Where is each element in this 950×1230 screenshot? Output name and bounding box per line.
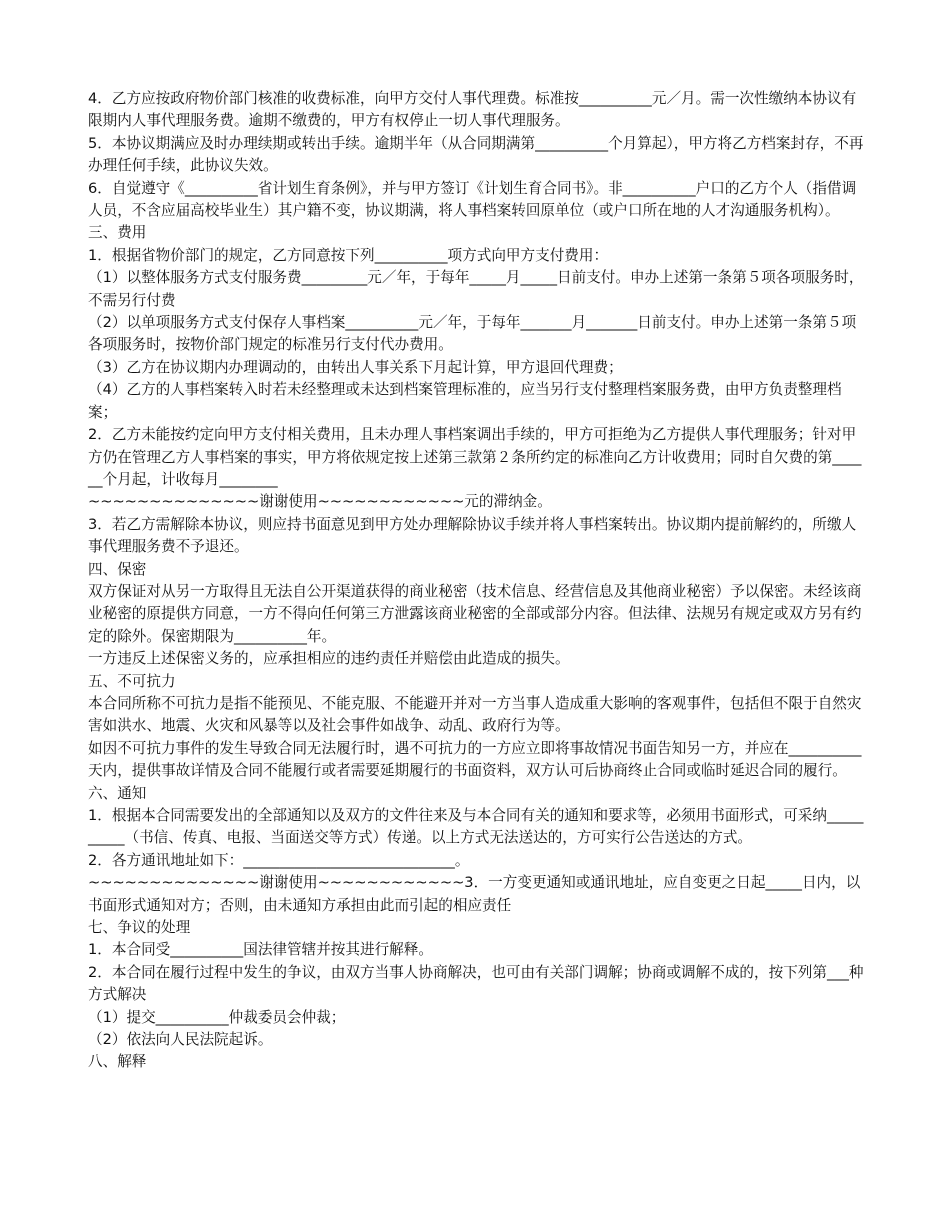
section-heading-interpretation: 八、解释 — [88, 1053, 147, 1071]
section-heading-notice: 六、通知 — [88, 784, 147, 802]
section-heading-force-majeure: 五、不可抗力 — [88, 672, 176, 690]
clause-4-fee: 4．乙方应按政府物价部门核准的收费标准，向甲方交付人事代理费。标准按__________元／月。需一次性缴纳本协议有限期内人事代理服务费。逾期不缴费的，甲方有权停止一切人事代理服务。 — [88, 90, 857, 130]
confidentiality-paragraph-1: 双方保证对从另一方取得且无法自公开渠道获得的商业秘密（技术信息、经营信息及其他商业秘密）予以保密。未经该商业秘密的原提供方同意，一方不得向任何第三方泄露该商业秘密的全部或部分内容。但法律、法规另有规定或双方另有约定的除外。保密期限为__________年。 — [88, 582, 862, 645]
section-heading-disputes: 七、争议的处理 — [88, 919, 191, 937]
clause-6-family-planning: 6．自觉遵守《__________省计划生育条例》，并与甲方签订《计划生育合同书》。非__________户口的乙方个人（指借调人员，不含应届高校毕业生）其户籍不变，协议期满，将人事档案转回原单位（或户口所在地的人才沟通服务机构）。 — [88, 179, 857, 220]
notice-clause-2: 2．各方通讯地址如下：_____________________________。 — [88, 851, 470, 869]
fees-clause-3: 3．若乙方需解除本协议，则应持书面意见到甲方处办理解除协议手续并将人事档案转出。协议期内提前解约的，所缴人事代理服务费不予退还。 — [88, 515, 857, 556]
fees-clause-2: 2．乙方未能按约定向甲方支付相关费用，且未办理人事档案调出手续的，甲方可拒绝为乙方提供人事代理服务；针对甲方仍在管理乙方人事档案的事实，甲方将依规定按上述第三款第２条所约定的标准向乙方计收费用；同时自欠费的第______个月起，计收每月________ — [88, 426, 862, 488]
fees-item-4: （4）乙方的人事档案转入时若未经整理或未达到档案管理标准的，应当另行支付整理档案服务费，由甲方负责整理档案； — [88, 381, 842, 421]
fees-item-1: （1）以整体服务方式支付服务费_________元／年，于每年_____月_____日前支付。申办上述第一条第５项各项服务时，不需另行付费 — [88, 269, 864, 309]
clause-5-renewal: 5．本协议期满应及时办理续期或转出手续。逾期半年（从合同期满第__________个月算起），甲方将乙方档案封存，不再办理任何手续，此协议失效。 — [88, 134, 864, 175]
disputes-item-2: （2）依法向人民法院起诉。 — [88, 1031, 273, 1049]
watermark-line-1: ~~~~~~~~~~~~~~谢谢使用~~~~~~~~~~~~元的滞纳金。 — [88, 493, 552, 511]
notice-clause-3: ~~~~~~~~~~~~~~谢谢使用~~~~~~~~~~~~3．一方变更通知或通讯地址，应自变更之日起_____日内，以书面形式通知对方；否则，由未通知方承担由此而引起的相应责任 — [88, 874, 861, 914]
fees-clause-1: 1．根据省物价部门的规定，乙方同意按下列__________项方式向甲方支付费用： — [88, 246, 609, 264]
fees-item-2: （2）以单项服务方式支付保存人事档案__________元／年，于每年_______月_______日前支付。申办上述第一条第５项各项服务时，按物价部门规定的标准另行支付代办费用。 — [88, 314, 857, 354]
section-heading-fees: 三、费用 — [88, 224, 147, 242]
section-heading-confidentiality: 四、保密 — [88, 560, 147, 578]
contract-document — [88, 88, 868, 1074]
disputes-clause-1: 1．本合同受__________国法律管辖并按其进行解释。 — [88, 941, 433, 959]
disputes-clause-2: 2．本合同在履行过程中发生的争议，由双方当事人协商解决，也可由有关部门调解；协商或调解不成的，按下列第___种方式解决 — [88, 963, 864, 1004]
force-majeure-paragraph-2: 如因不可抗力事件的发生导致合同无法履行时，遇不可抗力的一方应立即将事故情况书面告知另一方，并应在__________天内，提供事故详情及合同不能履行或者需要延期履行的书面资料，双方认可后协商终止合同或临时延迟合同的履行。 — [88, 739, 862, 780]
fees-item-3: （3）乙方在协议期内办理调动的，由转出人事关系下月起计算，甲方退回代理费； — [88, 358, 623, 376]
disputes-item-1: （1）提交__________仲裁委员会仲裁； — [88, 1008, 346, 1026]
confidentiality-paragraph-2: 一方违反上述保密义务的，应承担相应的违约责任并赔偿由此造成的损失。 — [88, 650, 570, 668]
notice-clause-1: 1．根据本合同需要发出的全部通知以及双方的文件往来及与本合同有关的通知和要求等，必须用书面形式，可采纳__________（书信、传真、电报、当面送交等方式）传递。以上方式无法送达的，方可实行公告送达的方式。 — [88, 807, 864, 847]
force-majeure-paragraph-1: 本合同所称不可抗力是指不能预见、不能克服、不能避开并对一方当事人造成重大影响的客观事件，包括但不限于自然灾害如洪水、地震、火灾和风暴等以及社会事件如战争、动乱、政府行为等。 — [88, 694, 862, 735]
